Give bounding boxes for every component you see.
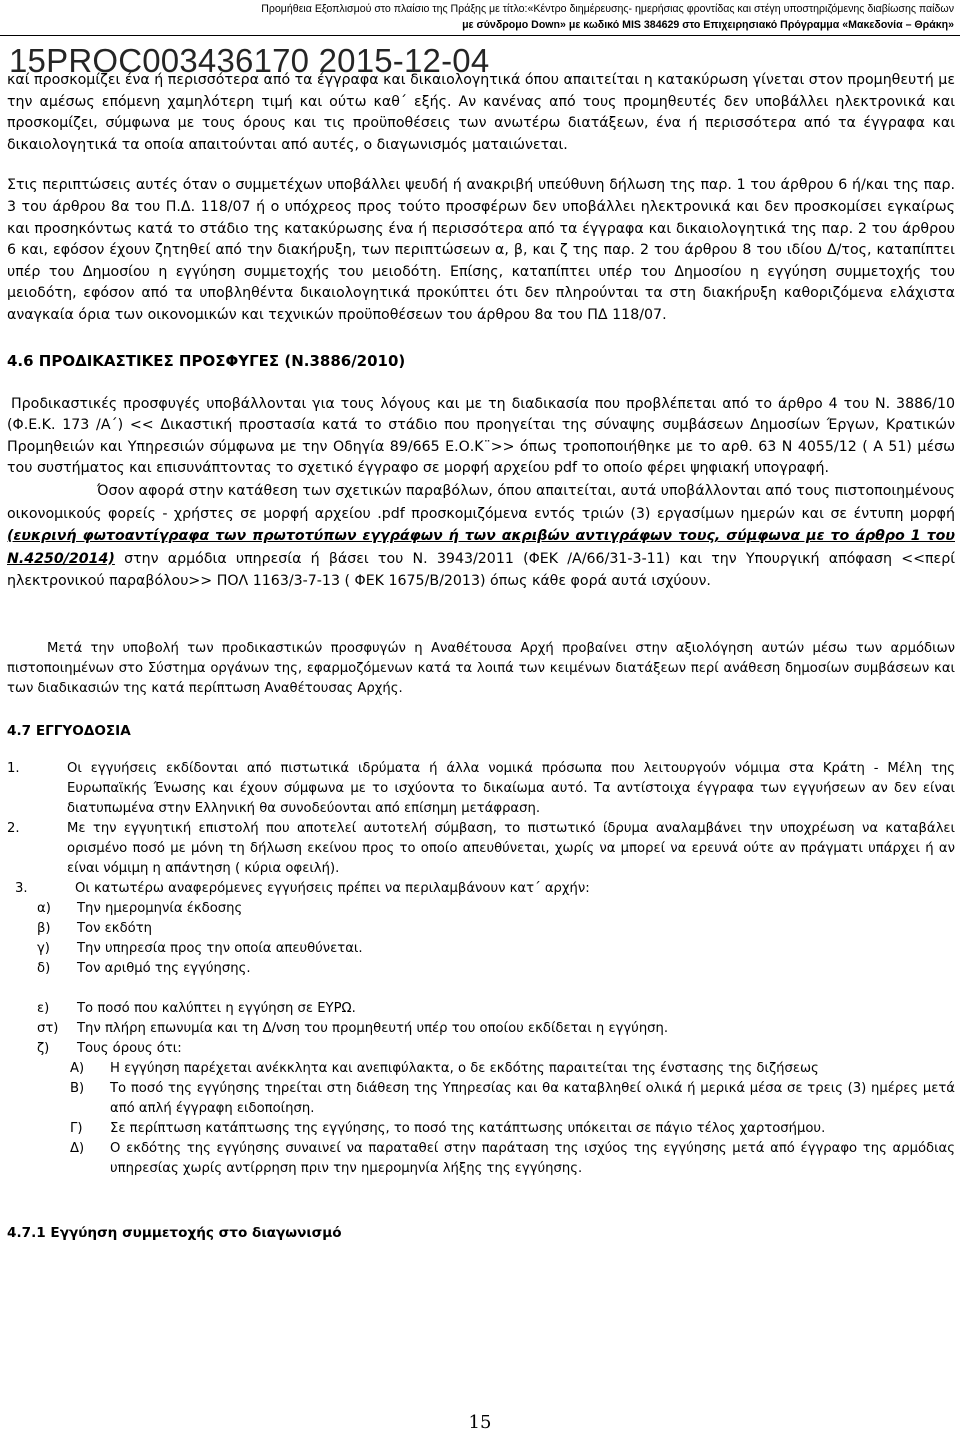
list-item-text: Η εγγύηση παρέχεται ανέκκλητα και ανεπιφύλακτα, ο δε εκδότης παραιτείται της ένστασης της διζήσεως <box>110 1060 819 1076</box>
guarantee-rules-list <box>7 759 955 899</box>
section-4-7-1-title: 4.7.1 Εγγύηση συμμετοχής στο διαγωνισμό <box>7 1224 342 1241</box>
list-item <box>7 759 955 819</box>
list-item-text: Σε περίπτωση κατάπτωσης της εγγύησης, το ποσό της κατάπτωσης υπόκειται σε πάγιο τέλος χαρτοσήμου. <box>110 1120 826 1136</box>
paragraph-4-start: Όσον αφορά στην κατάθεση των σχετικών παραβόλων, όπου απαιτείται, αυτά υποβάλλονται από τους πιστοποιημένους οικονομικούς φορείς - χρήστες σε μορφή αρχείου .pdf προσκομιζόμενα εντός τριών (3) εργασίμων ημερών και σε έντυπη μορφή <box>7 482 955 522</box>
list-item-text: Τους όρους ότι: <box>77 1040 182 1056</box>
document-header <box>0 0 960 34</box>
document-watermark: 15PROC003436170 2015-12-04 <box>9 42 490 79</box>
list-item-letter: ζ) <box>37 1040 50 1056</box>
list-item <box>37 939 955 959</box>
header-line-2: με σύνδρομο Down» με κωδικό MIS 384629 στο Επιχειρησιακό Πρόγραμμα «Μακεδονία – Θράκη» <box>462 19 954 31</box>
paragraph-4-end: στην αρμόδια υπηρεσία ή βάσει του Ν. 3943/2011 (ΦΕΚ /Α/66/31-3-11) και την Υπουργική απόφαση <<περί ηλεκτρονικού παραβόλου>> ΠΟΛ 1163/3-7-13 ( ΦΕΚ 1675/Β/2013) όπως κάθε φορά αυτά ισχύουν. <box>7 550 955 590</box>
list-item-text: Την πλήρη επωνυμία και τη Δ/νση του προμηθευτή υπέρ του οποίου εκδίδεται η εγγύηση. <box>77 1020 669 1036</box>
list-item-text: Τον αριθμό της εγγύησης. <box>77 960 251 976</box>
list-item-letter: στ) <box>37 1020 59 1036</box>
paragraph-2: Στις περιπτώσεις αυτές όταν ο συμμετέχων υποβάλλει ψευδή ή ανακριβή υπεύθυνη δήλωση της παρ. 1 του άρθρου 6 ή/και της παρ. 3 του άρθρου 8α του Π.Δ. 118/07 ή ο υπόχρεος προς τούτο προσφέρων δεν υποβάλλει ηλεκτρονικά και δεν προσκομίσει εγκαίρως και προσηκόντως κατά το στάδιο της κατακύρωσης ένα ή περισσότερα από τα έγγραφα και δικαιολογητικά της παρ. 2 του άρθρου 6 και, εφόσον έχουν ζητηθεί από την διακήρυξη, των περιπτώσεων α, β, και ζ της παρ. 2 του άρθρου 8 του ιδίου Δ/τος, καταπίπτει υπέρ του Δημοσίου η εγγύηση συμμετοχής του μειοδότη. Επίσης, καταπίπτει υπέρ του Δημοσίου η εγγύηση συμμετοχής του μειοδότη, εφόσον από τα υποβληθέντα δικαιολογητικά προκύπτει ότι δεν πληρούνται τα στη διακήρυξη καθοριζόμενα ελάχιστα αναγκαία όρια των οικονομικών και τεχνικών προϋποθέσεων του άρθρου 8α του ΠΔ 118/07. <box>7 177 955 323</box>
list-item-letter: ε) <box>37 1000 50 1016</box>
header-line-1: Προμήθεια Εξοπλισμού στο πλαίσιο της Πράξης με τίτλο:«Κέντρο διημέρευσης- ημερήσιας φροντίδας και στέγη υποστηριζόμενης διαβίωσης παίδων <box>261 3 954 15</box>
list-item-text: Οι κατωτέρω αναφερόμενες εγγυήσεις πρέπει να περιλαμβάνουν κατ΄ αρχήν: <box>75 880 590 896</box>
list-item <box>70 1139 955 1179</box>
list-item-letter: Γ) <box>70 1120 83 1136</box>
list-item-text: Οι εγγυήσεις εκδίδονται από πιστωτικά ιδρύματα ή άλλα νομικά πρόσωπα που λειτουργούν νόμιμα στα Κράτη - Μέλη της Ευρωπαϊκής Ένωσης και έχουν σύμφωνα με το ισχύοντα το δικαίωμα αυτό. Τα αντίστοιχα έγγραφα των εγγυήσεων αν δεν είναι διατυπωμένα στην Ελληνική θα συνοδεύονται από επίσημη μετάφραση. <box>67 760 955 816</box>
paragraph-4-emphasis: (ευκρινή φωτοαντίγραφα των πρωτοτύπων εγγράφων ή των ακριβών αντιγράφων τους, σύμφωνα με το άρθρο 1 του Ν.4250/2014) <box>7 528 955 567</box>
list-item <box>37 959 955 979</box>
list-item-letter: α) <box>37 900 51 916</box>
list-item <box>7 819 955 879</box>
list-item <box>37 1019 955 1039</box>
document-body <box>7 70 955 1243</box>
paragraph-3: Προδικαστικές προσφυγές υποβάλλονται για τους λόγους και με τη διαδικασία που προβλέπεται από το άρθρο 4 του Ν. 3886/10 (Φ.Ε.Κ. 173 /Α΄) << Δικαστική προστασία κατά το στάδιο που προηγείται της σύναψης συμβάσεων Δημοσίων Έργων, Κρατικών Προμηθειών και Υπηρεσιών σύμφωνα με την Οδηγία 89/665 Ε.Ο.Κ¨>> όπως τροποποιήθηκε με το αρθ. 63 Ν 4055/12 ( Α 51) μέσω του συστήματος και επισυνάπτοντας το σχετικό έγγραφο σε μορφή αρχείου pdf το οποίο φέρει ψηφιακή υπογραφή. <box>7 395 955 477</box>
list-item-text: Ο εκδότης της εγγύησης συναινεί να παραταθεί στην παράταση της ισχύος της εγγύησης μετά από έγγραφο της αρμόδιας υπηρεσίας χωρίς αντίρρηση πριν την ημερομηνία λήξης της εγγύησης. <box>110 1140 955 1176</box>
list-item-letter: γ) <box>37 940 50 956</box>
list-item <box>37 999 955 1019</box>
list-item <box>37 899 955 919</box>
list-item-letter: Β) <box>70 1080 85 1096</box>
list-item <box>37 919 955 939</box>
list-item-number: 3. <box>15 880 28 896</box>
section-4-7-title: 4.7 ΕΓΓΥΟΔΟΣΙΑ <box>7 722 131 739</box>
section-4-6-title: 4.6 ΠΡΟΔΙΚΑΣΤΙΚΕΣ ΠΡΟΣΦΥΓΕΣ (Ν.3886/2010) <box>7 351 406 370</box>
list-item-number: 2. <box>7 820 20 836</box>
list-item-text: Το ποσό της εγγύησης τηρείται στη διάθεση της Υπηρεσίας και θα καταβληθεί ολικά ή μερικά μέσα σε τρεις (3) ημέρες μετά από απλή έγγραφη ειδοποίηση. <box>110 1080 955 1116</box>
list-item <box>70 1079 955 1119</box>
list-item-text: Το ποσό που καλύπτει η εγγύηση σε ΕΥΡΩ. <box>77 1000 356 1016</box>
page-number: 15 <box>468 1412 492 1433</box>
list-item-text: Με την εγγυητική επιστολή που αποτελεί αυτοτελή σύμβαση, το πιστωτικό ίδρυμα αναλαμβάνει την υποχρέωση να καταβάλει ορισμένο ποσό με μόνη τη δήλωση εκείνου προς το οποίο απευθύνεται, χωρίς να μπορεί να ερευνά ούτε αν πράγματι υπάρχει ή αν είναι νόμιμη η απάντηση ( κύρια οφειλή). <box>67 820 955 876</box>
list-item-letter: Δ) <box>70 1140 85 1156</box>
list-item-number: 1. <box>7 760 20 776</box>
guarantee-contents-list <box>7 899 955 1059</box>
list-item <box>70 1119 955 1139</box>
paragraph-1: καί προσκομίζει ένα ή περισσότερα από τα έγγραφα και δικαιολογητικά όπου απαιτείται η κατακύρωση γίνεται στον προμηθευτή με την αμέσως επόμενη χαμηλότερη τιμή και ούτω καθ΄ εξής. Αν κανένας από τους προμηθευτές δεν υποβάλλει ηλεκτρονικά και προσκομίζει, σύμφωνα με τους όρους και τις προϋποθέσεις των ανωτέρω διατάξεων, ένα ή περισσότερα από τα έγγραφα και δικαιολογητικά τα οποία απαιτούνται από αυτές, ο διαγωνισμός ματαιώνεται. <box>7 72 955 153</box>
list-item-text: Την ημερομηνία έκδοσης <box>77 900 243 916</box>
list-item <box>7 879 955 899</box>
list-item-letter: β) <box>37 920 51 936</box>
header-rule <box>0 35 960 36</box>
paragraph-4 <box>7 480 955 593</box>
paragraph-5: Μετά την υποβολή των προδικαστικών προσφυγών η Αναθέτουσα Αρχή προβαίνει στην αξιολόγηση αυτών μέσω των αρμόδιων πιστοποιημένων στο Σύστημα οργάνων της, εφαρμοζόμενων κατά τα λοιπά των κειμένων διατάξεων περί ανάθεση δημοσίων συμβάσεων και των διαδικασιών της κατά περίπτωση Αναθέτουσας Αρχής. <box>7 640 955 696</box>
list-item <box>37 1039 955 1059</box>
guarantee-terms-list <box>7 1059 955 1179</box>
list-item-letter: δ) <box>37 960 51 976</box>
list-item <box>70 1059 955 1079</box>
list-item-letter: Α) <box>70 1060 85 1076</box>
list-item-text: Την υπηρεσία προς την οποία απευθύνεται. <box>77 940 363 956</box>
list-item-text: Τον εκδότη <box>77 920 153 936</box>
